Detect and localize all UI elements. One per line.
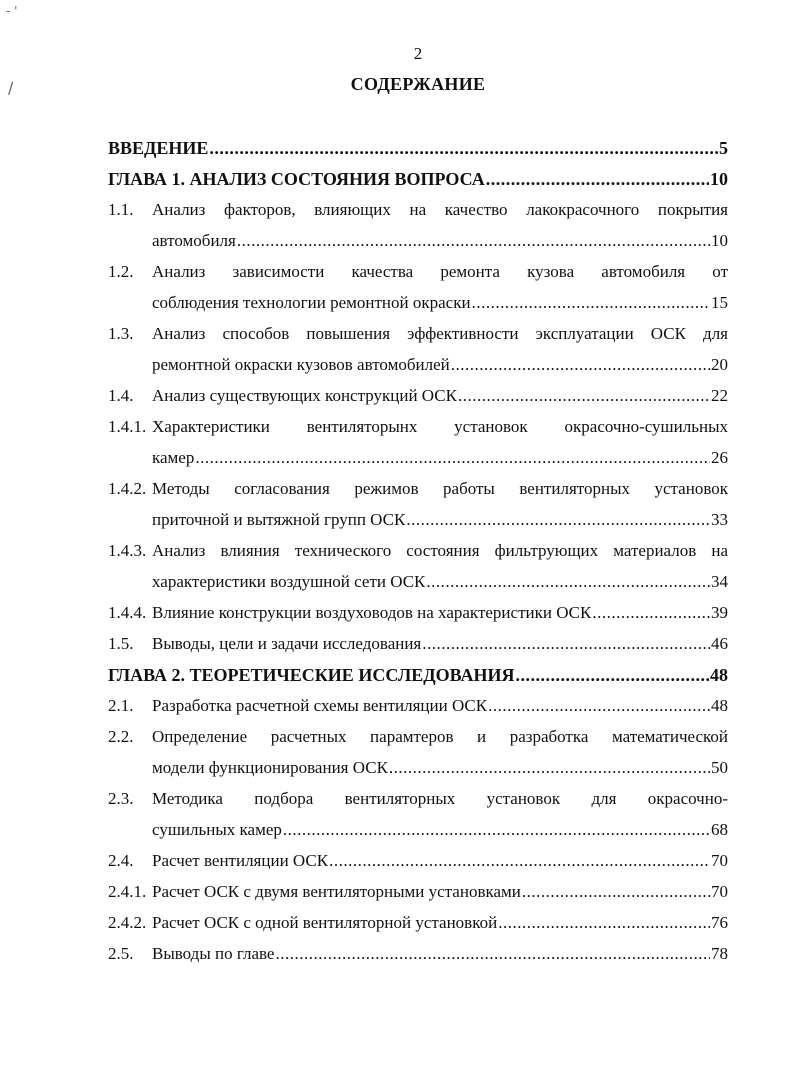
toc-entry-1-4-1[interactable]: [0, 414, 792, 440]
toc-entry-row: [152, 910, 728, 936]
toc-entry-1-2-cont[interactable]: [152, 290, 728, 316]
leader-dots: [522, 879, 710, 905]
toc-entry-title-cont: соблюдения технологии ремонтной окраски: [152, 293, 471, 312]
leader-dots: [451, 352, 710, 378]
scan-mark: /: [8, 78, 14, 97]
toc-entry-chapter-2[interactable]: [108, 662, 728, 688]
toc-entry-1-5[interactable]: [0, 631, 792, 657]
toc-entry-title: Методы согласования режимов работы вентиляторных установок: [152, 479, 728, 498]
toc-page-number: 34: [711, 572, 728, 591]
toc-page-number: 70: [711, 882, 728, 901]
toc-entry-title: Анализ влияния технического состояния фильтрующих материалов на: [152, 541, 728, 560]
toc-page-number: 48: [710, 665, 728, 685]
leader-dots: [516, 662, 709, 688]
toc-entry-row: [152, 631, 728, 657]
page-title: СОДЕРЖАНИЕ: [350, 74, 486, 94]
page-number: 2: [413, 44, 423, 63]
toc-entry-title: Выводы по главе: [152, 944, 275, 963]
toc-section-number: 1.4.1.: [108, 417, 147, 436]
leader-dots: [592, 600, 710, 626]
leader-dots: [275, 941, 710, 967]
toc-entry-title-cont: характеристики воздушной сети ОСК: [152, 572, 426, 591]
toc-entry-title-cont: модели функционирования ОСК: [152, 758, 388, 777]
toc-page-number: 15: [711, 293, 728, 312]
toc-page-number: 26: [711, 448, 728, 467]
toc-page-number: 76: [711, 913, 728, 932]
toc-page-number: 39: [711, 603, 728, 622]
toc-entry-2-3[interactable]: [0, 786, 792, 812]
toc-entry-2-4[interactable]: [0, 848, 792, 874]
toc-page-number: 78: [711, 944, 728, 963]
toc-entry-title-cont: ремонтной окраски кузовов автомобилей: [152, 355, 450, 374]
leader-dots: [498, 910, 710, 936]
leader-dots: [422, 631, 710, 657]
toc-entry-title: Расчет ОСК с одной вентиляторной установкой: [152, 913, 498, 932]
toc-entry-title: Характеристики вентиляторынх установок окрасочно-сушильных: [152, 417, 728, 436]
toc-section-number: 2.2.: [108, 727, 134, 746]
toc-section-number: 1.2.: [108, 262, 134, 281]
toc-entry-1-3[interactable]: [0, 321, 792, 347]
toc-page-number: 46: [711, 634, 728, 653]
toc-entry-2-1[interactable]: [0, 693, 792, 719]
toc-page-number: 22: [711, 386, 728, 405]
toc-entry-1-4-3-cont[interactable]: [152, 569, 728, 595]
toc-entry-2-2[interactable]: [0, 724, 792, 750]
toc-entry-row: [152, 600, 728, 626]
toc-page-number: 5: [719, 138, 728, 158]
toc-entry-1-4[interactable]: [0, 383, 792, 409]
toc-entry-row: [152, 941, 728, 967]
toc-entry-1-3-cont[interactable]: [152, 352, 728, 378]
toc-page-number: 20: [711, 355, 728, 374]
toc-entry-title: Выводы, цели и задачи исследования: [152, 634, 422, 653]
toc-entry-row: [152, 383, 728, 409]
toc-section-number: 2.4.: [108, 851, 134, 870]
toc-entry-chapter-1[interactable]: [108, 166, 728, 192]
toc-section-number: 1.4.: [108, 386, 134, 405]
toc-entry-row: [152, 879, 728, 905]
toc-page-number: 10: [710, 169, 728, 189]
toc-entry-title: Анализ способов повышения эффективности эксплуатации ОСК для: [152, 324, 728, 343]
toc-entry-title: Определение расчетных парамтеров и разработка математической: [152, 727, 728, 746]
toc-entry-2-2-cont[interactable]: [152, 755, 728, 781]
toc-entry-title: ГЛАВА 2. ТЕОРЕТИЧЕСКИЕ ИССЛЕДОВАНИЯ: [108, 665, 515, 685]
toc-page-number: 48: [711, 696, 728, 715]
leader-dots: [488, 693, 710, 719]
toc-entry-title: Анализ зависимости качества ремонта кузова автомобиля от: [152, 262, 728, 281]
toc-entry-row: [152, 693, 728, 719]
leader-dots: [486, 166, 709, 192]
leader-dots: [209, 135, 718, 161]
toc-entry-1-4-2[interactable]: [0, 476, 792, 502]
toc-entry-title-cont: автомобиля: [152, 231, 236, 250]
toc-section-number: 2.1.: [108, 696, 134, 715]
toc-section-number: 1.3.: [108, 324, 134, 343]
toc-entry-1-4-1-cont[interactable]: [152, 445, 728, 471]
leader-dots: [426, 569, 710, 595]
leader-dots: [458, 383, 710, 409]
toc-section-number: 1.4.4.: [108, 603, 147, 622]
toc-page-number: 70: [711, 851, 728, 870]
toc-entry-title: Расчет вентиляции ОСК: [152, 851, 329, 870]
leader-dots: [329, 848, 710, 874]
toc-entry-1-4-2-cont[interactable]: [152, 507, 728, 533]
toc-entry-title-cont: приточной и вытяжной групп ОСК: [152, 510, 406, 529]
toc-entry-1-1-cont[interactable]: [152, 228, 728, 254]
toc-section-number: 2.4.2.: [108, 913, 147, 932]
toc-entry-row: [152, 848, 728, 874]
leader-dots: [472, 290, 710, 316]
toc-entry-1-4-4[interactable]: [0, 600, 792, 626]
leader-dots: [195, 445, 710, 471]
leader-dots: [283, 817, 710, 843]
toc-entry-2-3-cont[interactable]: [152, 817, 728, 843]
scan-mark: - ': [6, 4, 18, 18]
toc-page-number: 50: [711, 758, 728, 777]
toc-section-number: 1.4.2.: [108, 479, 147, 498]
toc-section-number: 1.4.3.: [108, 541, 147, 560]
toc-entry-title: Анализ существующих конструкций ОСК: [152, 386, 457, 405]
toc-entry-title-cont: сушильных камер: [152, 820, 282, 839]
toc-page-number: 33: [711, 510, 728, 529]
toc-entry-title: Методика подбора вентиляторных установок для окрасочно-: [152, 789, 728, 808]
leader-dots: [406, 507, 710, 533]
toc-entry-title: ГЛАВА 1. АНАЛИЗ СОСТОЯНИЯ ВОПРОСА: [108, 169, 485, 189]
leader-dots: [389, 755, 710, 781]
toc-section-number: 1.5.: [108, 634, 134, 653]
toc-entry-title-cont: камер: [152, 448, 195, 467]
toc-entry-2-4-2[interactable]: [0, 910, 792, 936]
toc-section-number: 2.5.: [108, 944, 134, 963]
toc-page-number: 68: [711, 820, 728, 839]
toc-entry-intro[interactable]: [108, 135, 728, 161]
toc-entry-1-4-3[interactable]: [0, 538, 792, 564]
toc-entry-1-1[interactable]: [0, 197, 792, 223]
toc-section-number: 2.4.1.: [108, 882, 147, 901]
toc-entry-2-4-1[interactable]: [0, 879, 792, 905]
toc-entry-title: Анализ факторов, влияющих на качество лакокрасочного покрытия: [152, 200, 728, 219]
toc-entry-title: Разработка расчетной схемы вентиляции ОСК: [152, 696, 488, 715]
leader-dots: [237, 228, 710, 254]
toc-entry-2-5[interactable]: [0, 941, 792, 967]
toc-page-number: 10: [711, 231, 728, 250]
toc-section-number: 1.1.: [108, 200, 134, 219]
toc-section-number: 2.3.: [108, 789, 134, 808]
toc-entry-title: ВВЕДЕНИЕ: [108, 138, 209, 158]
toc-entry-title: Влияние конструкции воздуховодов на характеристики ОСК: [152, 603, 592, 622]
toc-entry-title: Расчет ОСК с двумя вентиляторными установками: [152, 882, 521, 901]
toc-entry-1-2[interactable]: [0, 259, 792, 285]
